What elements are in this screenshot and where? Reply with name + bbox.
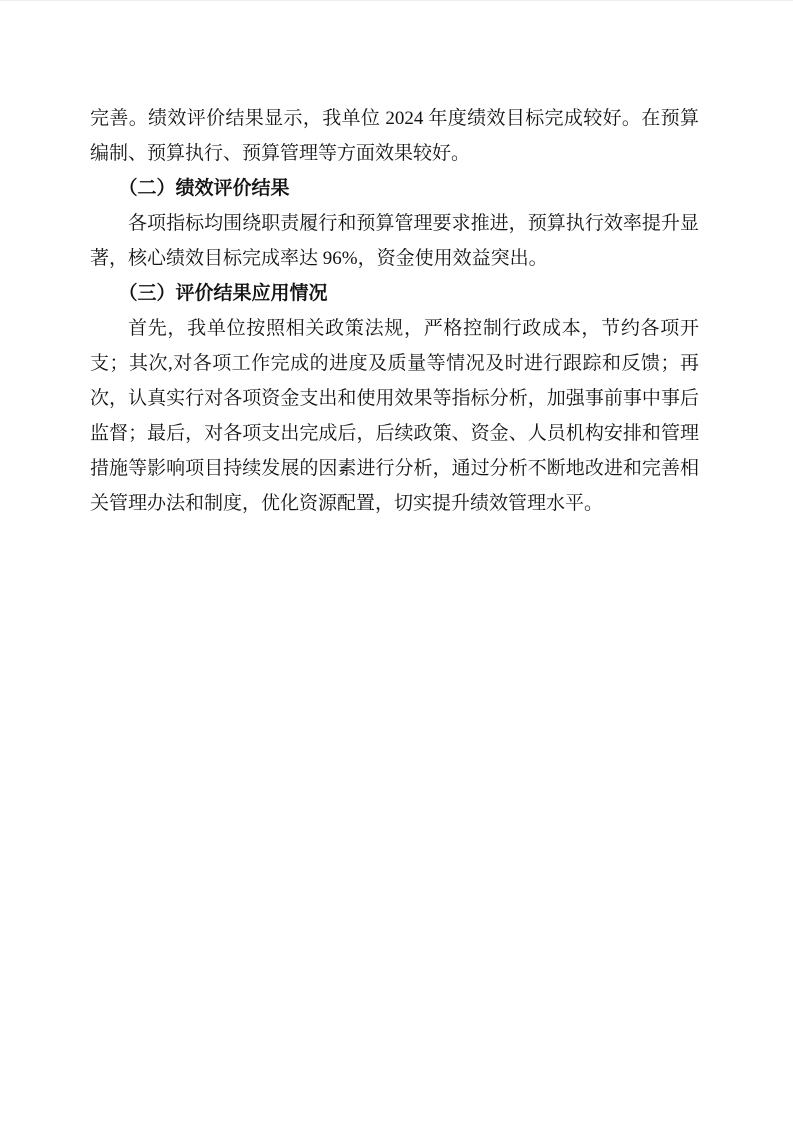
paragraph-continuation: 完善。绩效评价结果显示，我单位 2024 年度绩效目标完成较好。在预算编制、预算执行、预算管理等方面效果较好。	[90, 108, 699, 164]
paragraph-evaluation-results: 各项指标均围绕职责履行和预算管理要求推进，预算执行效率提升显著，核心绩效目标完成率达 96%，资金使用效益突出。	[90, 213, 699, 269]
paragraph-results-application: 首先，我单位按照相关政策法规，严格控制行政成本，节约各项开支；其次,对各项工作完成的进度及质量等情况及时进行跟踪和反馈；再次，认真实行对各项资金支出和使用效果等指标分析，加强事前事中事后监督；最后，对各项支出完成后，后续政策、资金、人员机构安排和管理措施等影响项目持续发展的因素进行分析，通过分析不断地改进和完善相关管理办法和制度，优化资源配置，切实提升绩效管理水平。	[90, 318, 699, 514]
section-heading-results-application: （三）评价结果应用情况	[118, 283, 328, 304]
section-heading-performance-evaluation-results: （二）绩效评价结果	[118, 178, 290, 199]
